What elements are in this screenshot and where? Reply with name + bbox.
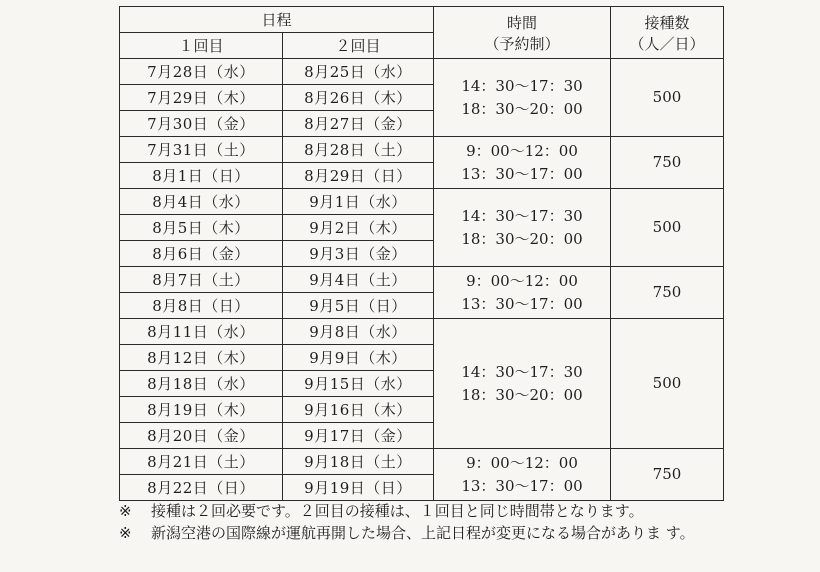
first-dose-date: 8月18日（水）: [120, 371, 283, 397]
second-dose-date: 9月18日（土）: [283, 449, 434, 475]
first-dose-date: 7月30日（金）: [120, 111, 283, 137]
second-dose-date: 9月19日（日）: [283, 475, 434, 501]
time-slot-cell: [434, 319, 611, 449]
first-dose-date: 8月4日（水）: [120, 189, 283, 215]
second-dose-date: 8月28日（土）: [283, 137, 434, 163]
first-dose-date: 8月5日（木）: [120, 215, 283, 241]
time-slot: 18：30～20：00: [461, 229, 583, 248]
header-time: [434, 7, 611, 59]
table-row: [120, 189, 724, 215]
second-dose-date: 9月15日（水）: [283, 371, 434, 397]
first-dose-date: 8月21日（土）: [120, 449, 283, 475]
second-dose-date: 9月1日（水）: [283, 189, 434, 215]
time-slot-cell: [434, 59, 611, 137]
header-time-label: 時間: [506, 13, 537, 32]
table-row: [120, 449, 724, 475]
doses-per-day: 500: [611, 59, 724, 137]
header-count: [611, 7, 724, 59]
time-slot: 14：30～17：30: [461, 76, 583, 95]
header-schedule: 日程: [120, 7, 434, 33]
time-slot: 13：30～17：00: [461, 164, 583, 183]
time-slot: 14：30～17：30: [461, 206, 583, 225]
second-dose-date: 9月9日（木）: [283, 345, 434, 371]
table-row: [120, 267, 724, 293]
header-time-sub: （予約制）: [484, 34, 560, 53]
first-dose-date: 8月19日（木）: [120, 397, 283, 423]
first-dose-date: 8月7日（土）: [120, 267, 283, 293]
note-mark: ※: [119, 524, 132, 542]
second-dose-date: 9月5日（日）: [283, 293, 434, 319]
time-slot: 13：30～17：00: [461, 476, 583, 495]
note-item: [119, 522, 719, 544]
header-second-dose: ２回目: [283, 33, 434, 59]
doses-per-day: 750: [611, 449, 724, 501]
second-dose-date: 8月26日（木）: [283, 85, 434, 111]
time-slot-cell: [434, 189, 611, 267]
notes: [119, 500, 719, 544]
header-count-label: 接種数: [644, 13, 690, 32]
first-dose-date: 8月22日（日）: [120, 475, 283, 501]
time-slot-cell: [434, 267, 611, 319]
second-dose-date: 9月4日（土）: [283, 267, 434, 293]
first-dose-date: 7月29日（木）: [120, 85, 283, 111]
table-row: [120, 319, 724, 345]
note-mark: ※: [119, 502, 132, 520]
time-slot: 9：00～12：00: [466, 453, 578, 472]
first-dose-date: 8月6日（金）: [120, 241, 283, 267]
doses-per-day: 750: [611, 137, 724, 189]
vaccination-schedule-table: [119, 6, 724, 501]
doses-per-day: 500: [611, 189, 724, 267]
note-text: 新潟空港の国際線が運航再開した場合、上記日程が変更になる場合がありま す。: [151, 524, 695, 542]
first-dose-date: 8月8日（日）: [120, 293, 283, 319]
first-dose-date: 8月11日（水）: [120, 319, 283, 345]
time-slot: 9：00～12：00: [466, 271, 578, 290]
second-dose-date: 9月17日（金）: [283, 423, 434, 449]
second-dose-date: 9月2日（木）: [283, 215, 434, 241]
second-dose-date: 8月25日（水）: [283, 59, 434, 85]
table-row: [120, 137, 724, 163]
time-slot: 9：00～12：00: [466, 141, 578, 160]
first-dose-date: 8月20日（金）: [120, 423, 283, 449]
doses-per-day: 750: [611, 267, 724, 319]
time-slot: 18：30～20：00: [461, 99, 583, 118]
first-dose-date: 8月1日（日）: [120, 163, 283, 189]
time-slot: 13：30～17：00: [461, 294, 583, 313]
note-item: [119, 500, 719, 522]
time-slot-cell: [434, 449, 611, 501]
time-slot: 14：30～17：30: [461, 362, 583, 381]
table-row: [120, 59, 724, 85]
table-body: [120, 59, 724, 501]
table-header: [120, 7, 724, 59]
header-first-dose: １回目: [120, 33, 283, 59]
second-dose-date: 9月8日（水）: [283, 319, 434, 345]
time-slot: 18：30～20：00: [461, 385, 583, 404]
second-dose-date: 8月27日（金）: [283, 111, 434, 137]
note-text: 接種は２回必要です。２回目の接種は、１回目と同じ時間帯となります。: [151, 502, 644, 520]
first-dose-date: 7月31日（土）: [120, 137, 283, 163]
first-dose-date: 7月28日（水）: [120, 59, 283, 85]
second-dose-date: 9月3日（金）: [283, 241, 434, 267]
doses-per-day: 500: [611, 319, 724, 449]
first-dose-date: 8月12日（木）: [120, 345, 283, 371]
time-slot-cell: [434, 137, 611, 189]
second-dose-date: 8月29日（日）: [283, 163, 434, 189]
second-dose-date: 9月16日（木）: [283, 397, 434, 423]
header-count-sub: （人／日）: [629, 34, 705, 53]
